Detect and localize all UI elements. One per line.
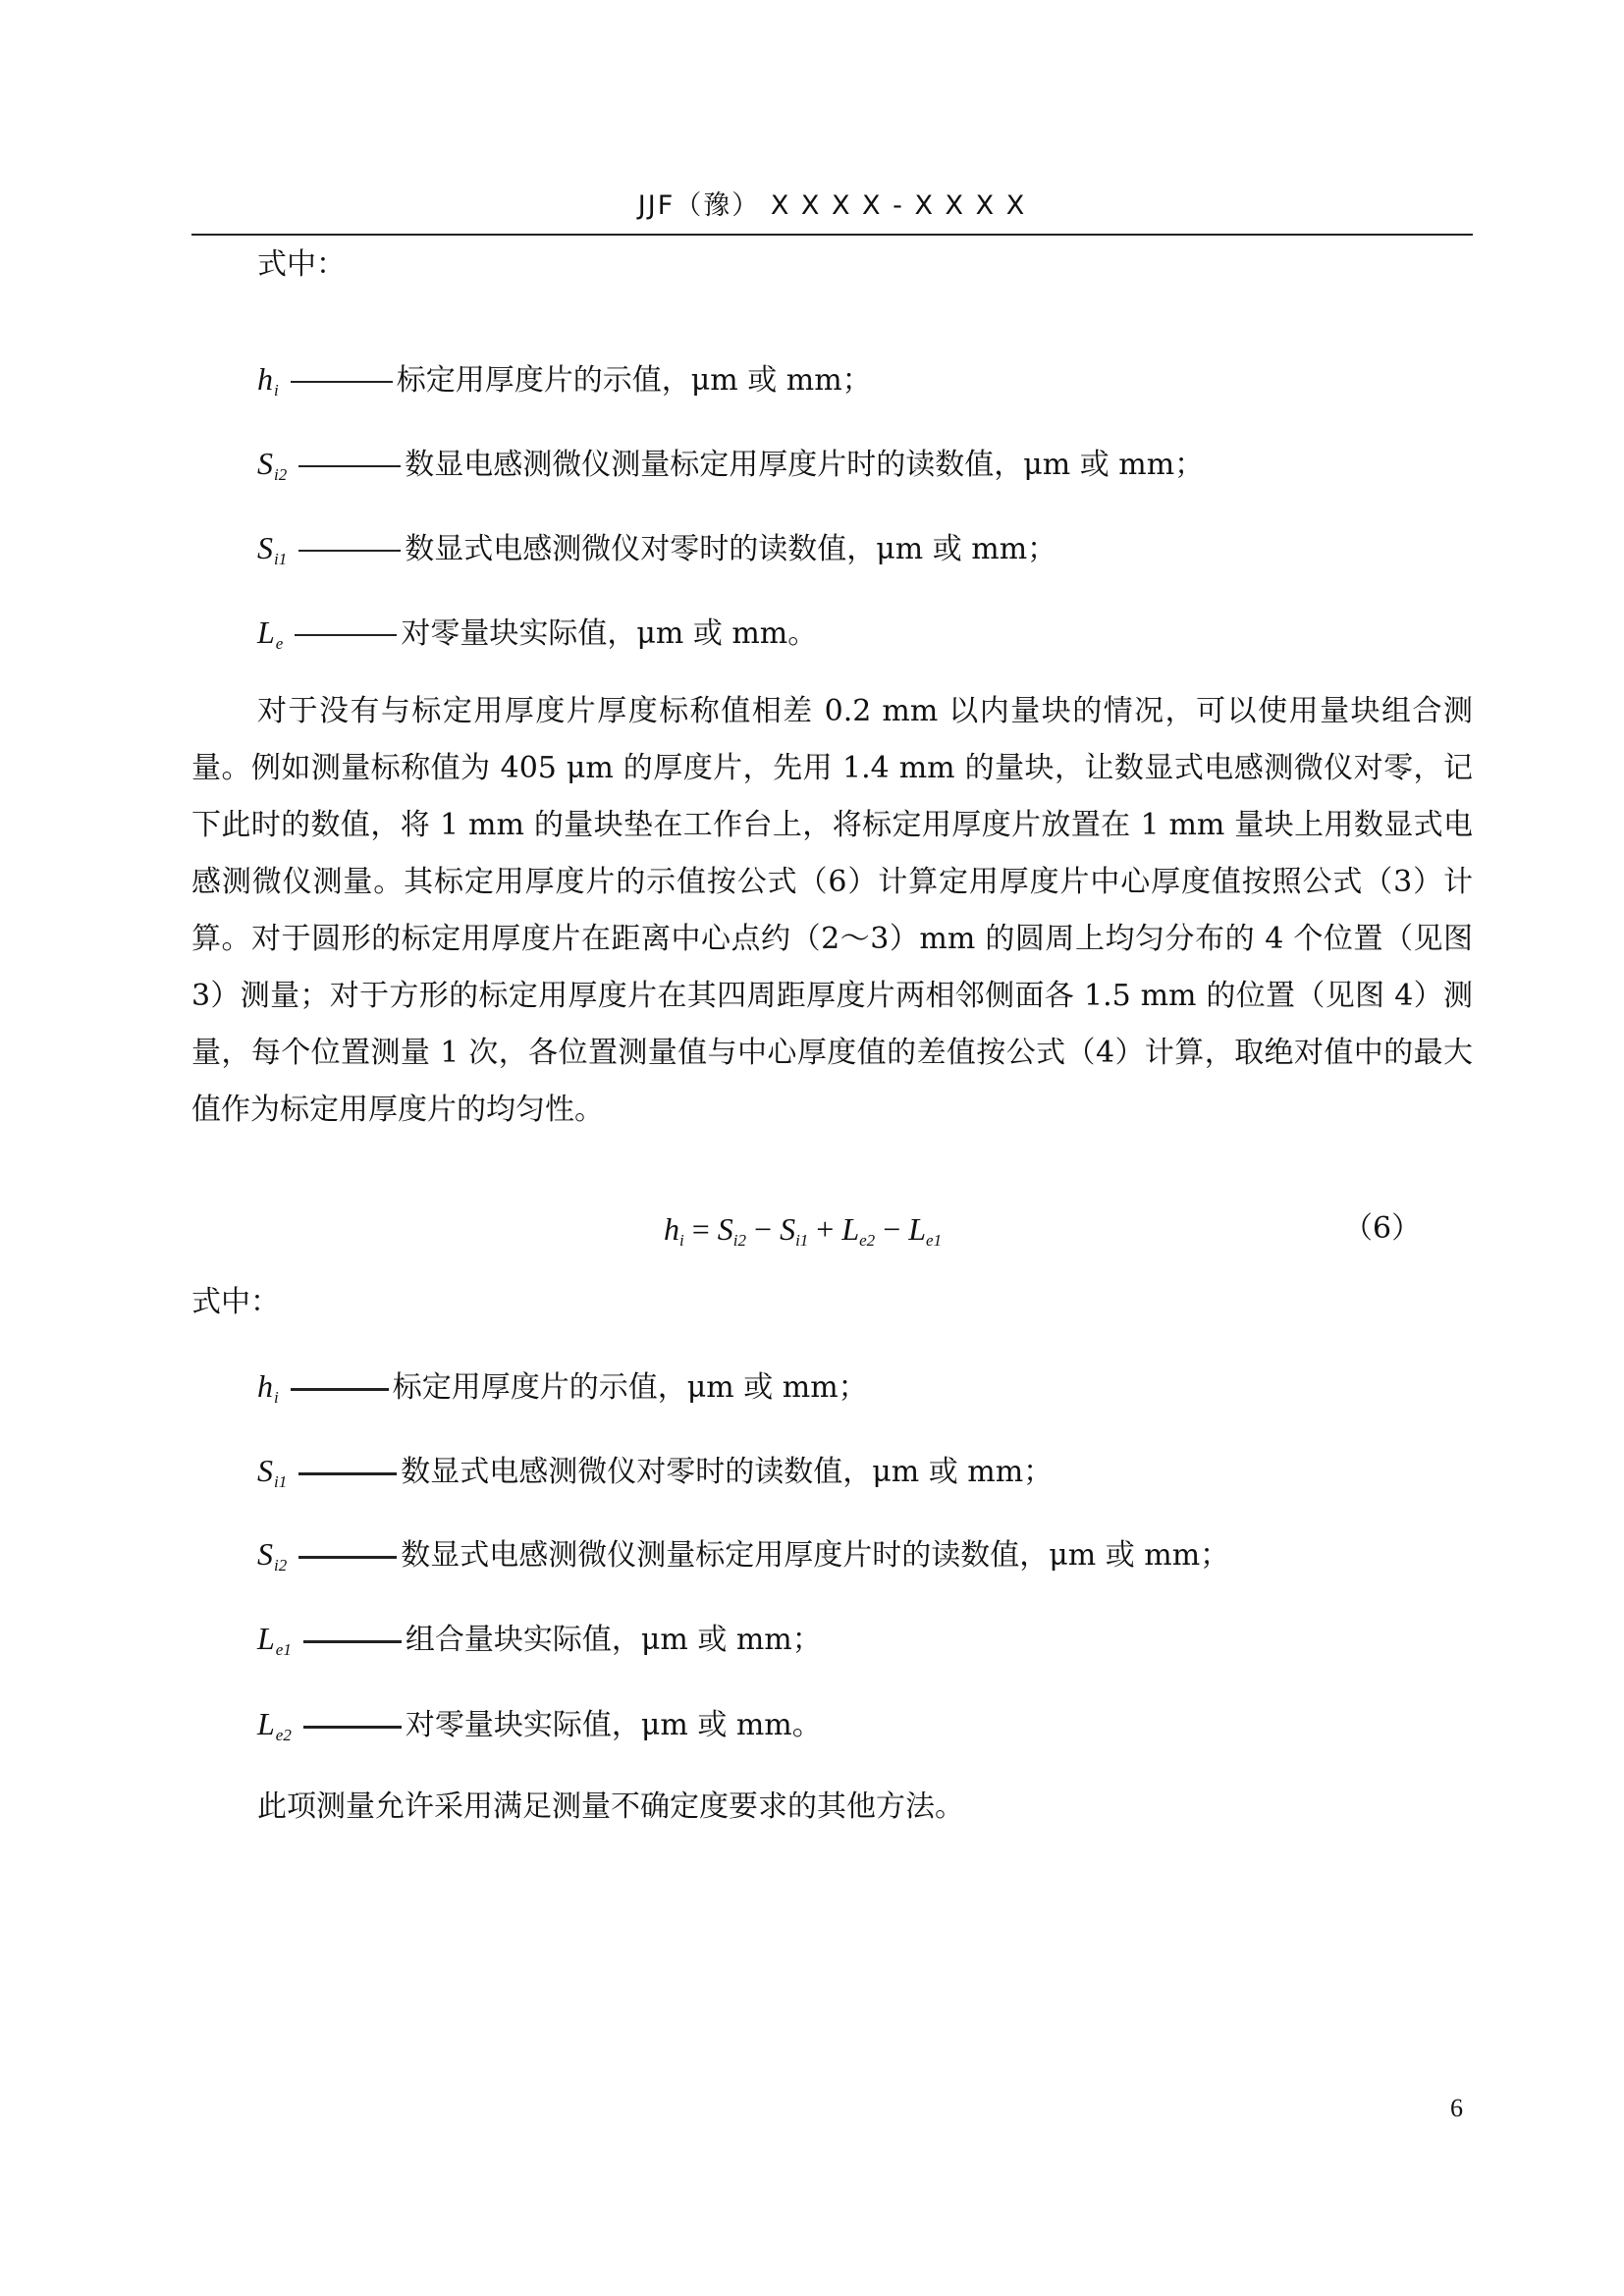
definition-row xyxy=(257,1534,1229,1585)
definition-row xyxy=(257,1366,868,1417)
closing-sentence: 此项测量允许采用满足测量不确定度要求的其他方法。 xyxy=(257,1789,964,1824)
where-label-1: 式中： xyxy=(257,247,346,282)
definition-text: 对零量块实际值，μm 或 mm。 xyxy=(401,616,818,651)
dash-separator xyxy=(295,634,397,636)
definition-row xyxy=(257,1619,822,1670)
symbol: $S_{i2}$ xyxy=(257,446,288,484)
definition-text: 数显式电感测微仪对零时的读数值，μm 或 mm； xyxy=(401,1455,1054,1489)
dash-separator xyxy=(291,381,393,383)
page-header xyxy=(191,187,1473,236)
definition-row xyxy=(257,444,1204,495)
definition-row xyxy=(257,359,872,410)
definition-text: 对零量块实际值，μm 或 mm。 xyxy=(405,1708,822,1742)
dash-separator xyxy=(291,1388,389,1391)
dash-separator xyxy=(298,550,401,552)
where-label-2: 式中： xyxy=(191,1285,280,1319)
dash-separator xyxy=(298,1556,397,1559)
symbol: $L_{e2}$ xyxy=(257,1706,292,1744)
symbol: $h_i$ xyxy=(257,361,279,400)
symbol: $h_i$ xyxy=(257,1368,279,1407)
definition-text: 数显式电感测微仪对零时的读数值，μm 或 mm； xyxy=(405,532,1057,566)
definition-text: 数显式电感测微仪测量标定用厚度片时的读数值，μm 或 mm； xyxy=(401,1538,1230,1573)
dash-separator xyxy=(303,1726,402,1729)
header-title: JJF（豫） X X X X - X X X X xyxy=(637,190,1027,221)
symbol: $L_{e1}$ xyxy=(257,1621,292,1659)
page-number: 6 xyxy=(1450,2094,1463,2122)
dash-separator xyxy=(298,465,401,467)
body-paragraph: 对于没有与标定用厚度片厚度标称值相差 0.2 mm 以内量块的情况，可以使用量块组合测量。例如测量标称值为 405 μm 的厚度片，先用 1.4 mm 的量块，让数显式电感测微仪对零，记下此时的数值，将 1 mm 的量块垫在工作台上，将标定用厚度片放置在 1 mm 量块上用数显式电感测微仪测量。其标定用厚度片的示值按公式（6）计算定用厚度片中心厚度值按照公式（3）计算。对于圆形的标定用厚度片在距离中心点约（2～3）mm 的圆周上均匀分布的 4 个位置（见图 3）测量；对于方形的标定用厚度片在其四周距厚度片两相邻侧面各 1.5 mm 的位置（见图 4）测量，每个位置测量 1 次，各位置测量值与中心厚度值的差值按公式（4）计算，取绝对值中的最大值作为标定用厚度片的均匀性。 xyxy=(191,694,1473,1127)
symbol: $S_{i2}$ xyxy=(257,1536,288,1575)
definition-text: 标定用厚度片的示值，μm 或 mm； xyxy=(396,363,872,398)
symbol: $L_e$ xyxy=(257,614,284,653)
definition-text: 标定用厚度片的示值，μm 或 mm； xyxy=(392,1370,868,1405)
definition-row xyxy=(257,613,817,664)
formula-6: $h_i = S_{i2} - S_{i1} + L_{e2} - L_{e1}$ xyxy=(664,1211,943,1250)
dash-separator xyxy=(303,1640,402,1643)
symbol: $S_{i1}$ xyxy=(257,530,288,568)
equation-number: （6） xyxy=(1343,1211,1422,1246)
definition-row xyxy=(257,1704,822,1755)
definition-text: 数显电感测微仪测量标定用厚度片时的读数值，μm 或 mm； xyxy=(405,448,1205,482)
dash-separator xyxy=(298,1472,397,1475)
definition-row xyxy=(257,528,1056,579)
definition-row xyxy=(257,1451,1053,1502)
definition-text: 组合量块实际值，μm 或 mm； xyxy=(405,1623,822,1657)
symbol: $S_{i1}$ xyxy=(257,1453,288,1491)
